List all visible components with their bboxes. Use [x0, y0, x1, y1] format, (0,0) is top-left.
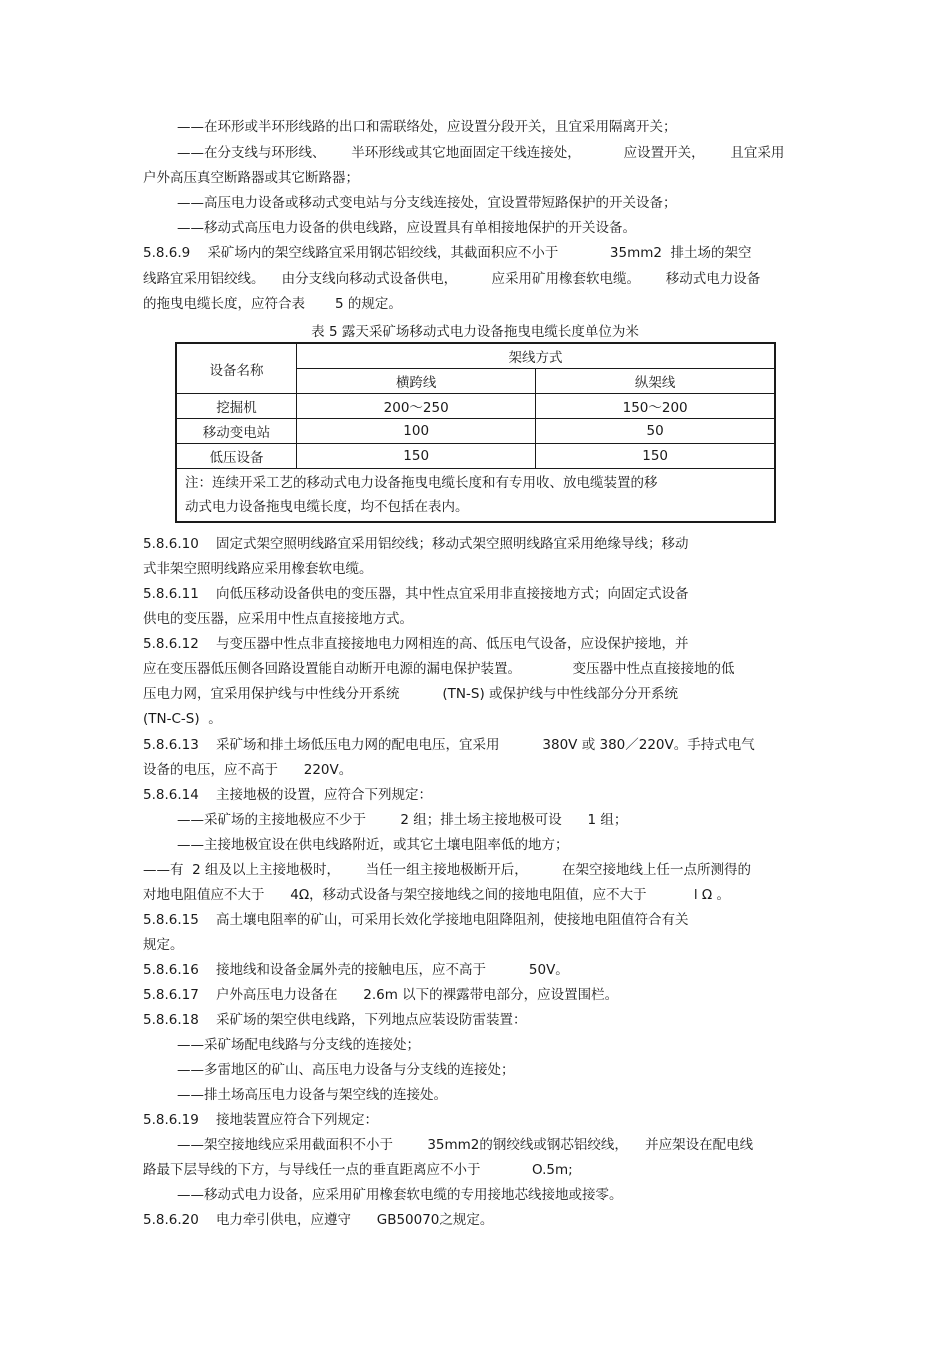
header-wiring-method: 架线方式	[297, 343, 775, 369]
text-line: 5.8.6.14 主接地极的设置，应符合下列规定：	[143, 787, 432, 803]
text-line: 对地电阻值应不大于 4Ω，移动式设备与架空接地线之间的接地电阻值，应不大于 l Ω 。	[143, 887, 731, 903]
text-line: ——主接地极宜设在供电线路附近，或其它土壤电阻率低的地方；	[177, 837, 569, 853]
table-row	[176, 419, 775, 444]
text-line: 5.8.6.20 电力牵引供电，应遵守 GB50070之规定。	[143, 1212, 494, 1228]
text-line: 应在变压器低压侧各回路设置能自动断开电源的漏电保护装置。 变压器中性点直接接地的低	[143, 661, 735, 677]
row-value: 100	[297, 419, 536, 444]
text-line: 设备的电压，应不高于 220V。	[143, 762, 353, 778]
text-line: ——在分支线与环形线、 半环形线或其它地面固定干线连接处， 应设置开关， 且宜采用	[177, 145, 785, 161]
text-line: ——采矿场配电线路与分支线的连接处；	[177, 1037, 420, 1053]
text-line: ——高压电力设备或移动式变电站与分支线连接处，宜设置带短路保护的开关设备；	[177, 195, 677, 211]
text-line: 5.8.6.11 向低压移动设备供电的变压器，其中性点宜采用非直接接地方式；向固定式设备	[143, 586, 689, 602]
text-line: 5.8.6.10 固定式架空照明线路宜采用铝绞线；移动式架空照明线路宜采用绝缘导线；移动	[143, 536, 689, 552]
text-line: 5.8.6.15 高土壤电阻率的矿山，可采用长效化学接地电阻降阻剂，使接地电阻值符合有关	[143, 912, 689, 928]
text-line: 的拖曳电缆长度，应符合表 5 的规定。	[143, 296, 402, 312]
header-col-cross: 横跨线	[297, 369, 536, 394]
row-value: 200～250	[297, 394, 536, 419]
table-row	[176, 444, 775, 469]
text-line: ——有 2 组及以上主接地极时， 当任一组主接地极断开后， 在架空接地线上任一点所测得的	[143, 862, 752, 878]
text-line: 户外高压真空断路器或其它断路器；	[143, 170, 359, 186]
row-value: 150～200	[536, 394, 775, 419]
text-line: 5.8.6.9 采矿场内的架空线路宜采用钢芯铝绞线，其截面积应不小于 35mm2 排土场的架空	[143, 245, 752, 261]
text-line: 供电的变压器，应采用中性点直接接地方式。	[143, 611, 413, 627]
text-line: 5.8.6.12 与变压器中性点非直接接地电力网相连的高、低压电气设备，应设保护接地，并	[143, 636, 689, 652]
text-line: ——在环形或半环形线路的出口和需联络处，应设置分段开关，且宜采用隔离开关；	[177, 119, 677, 135]
text-line: (TN-C-S) 。	[143, 711, 222, 727]
text-line: 5.8.6.17 户外高压电力设备在 2.6m 以下的裸露带电部分，应设置围栏。	[143, 987, 619, 1003]
text-line: ——多雷地区的矿山、高压电力设备与分支线的连接处；	[177, 1062, 515, 1078]
text-line: 5.8.6.13 采矿场和排土场低压电力网的配电电压，宜采用 380V 或 380／220V。手持式电气	[143, 737, 755, 753]
text-line: 规定。	[143, 937, 184, 953]
table-row	[176, 394, 775, 419]
cable-length-table	[175, 342, 776, 523]
text-line: ——采矿场的主接地极应不少于 2 组；排土场主接地极可设 1 组；	[177, 812, 628, 828]
row-name: 低压设备	[176, 444, 297, 469]
header-equipment-name: 设备名称	[176, 343, 297, 394]
row-value: 150	[536, 444, 775, 469]
table-note-line: 动式电力设备拖曳电缆长度，均不包括在表内。	[185, 499, 469, 515]
text-line: 路最下层导线的下方，与导线任一点的垂直距离应不小于 O.5m;	[143, 1162, 573, 1178]
table-note-line: 注：连续开采工艺的移动式电力设备拖曳电缆长度和有专用收、放电缆装置的移	[185, 475, 658, 491]
text-line: ——移动式电力设备，应采用矿用橡套软电缆的专用接地芯线接地或接零。	[177, 1187, 623, 1203]
text-line: ——排土场高压电力设备与架空线的连接处。	[177, 1087, 447, 1103]
table-caption: 表 5 露天采矿场移动式电力设备拖曳电缆长度单位为米	[311, 324, 639, 340]
row-name: 挖掘机	[176, 394, 297, 419]
row-value: 150	[297, 444, 536, 469]
text-line: ——架空接地线应采用截面积不小于 35mm2的钢绞线或钢芯铝绞线， 并应架设在配电线	[177, 1137, 754, 1153]
text-line: 压电力网，宜采用保护线与中性线分开系统 (TN-S) 或保护线与中性线部分分开系统	[143, 686, 679, 702]
text-line: 5.8.6.19 接地装置应符合下列规定：	[143, 1112, 378, 1128]
text-line: 5.8.6.16 接地线和设备金属外壳的接触电压，应不高于 50V。	[143, 962, 569, 978]
text-line: 线路宜采用铝绞线。 由分支线向移动式设备供电， 应采用矿用橡套软电缆。 移动式电力设备	[143, 271, 761, 287]
table-note	[176, 469, 775, 523]
header-col-longitudinal: 纵架线	[536, 369, 775, 394]
text-line: 式非架空照明线路应采用橡套软电缆。	[143, 561, 373, 577]
row-name: 移动变电站	[176, 419, 297, 444]
row-value: 50	[536, 419, 775, 444]
text-line: 5.8.6.18 采矿场的架空供电线路，下列地点应装设防雷装置：	[143, 1012, 527, 1028]
text-line: ——移动式高压电力设备的供电线路，应设置具有单相接地保护的开关设备。	[177, 220, 636, 236]
